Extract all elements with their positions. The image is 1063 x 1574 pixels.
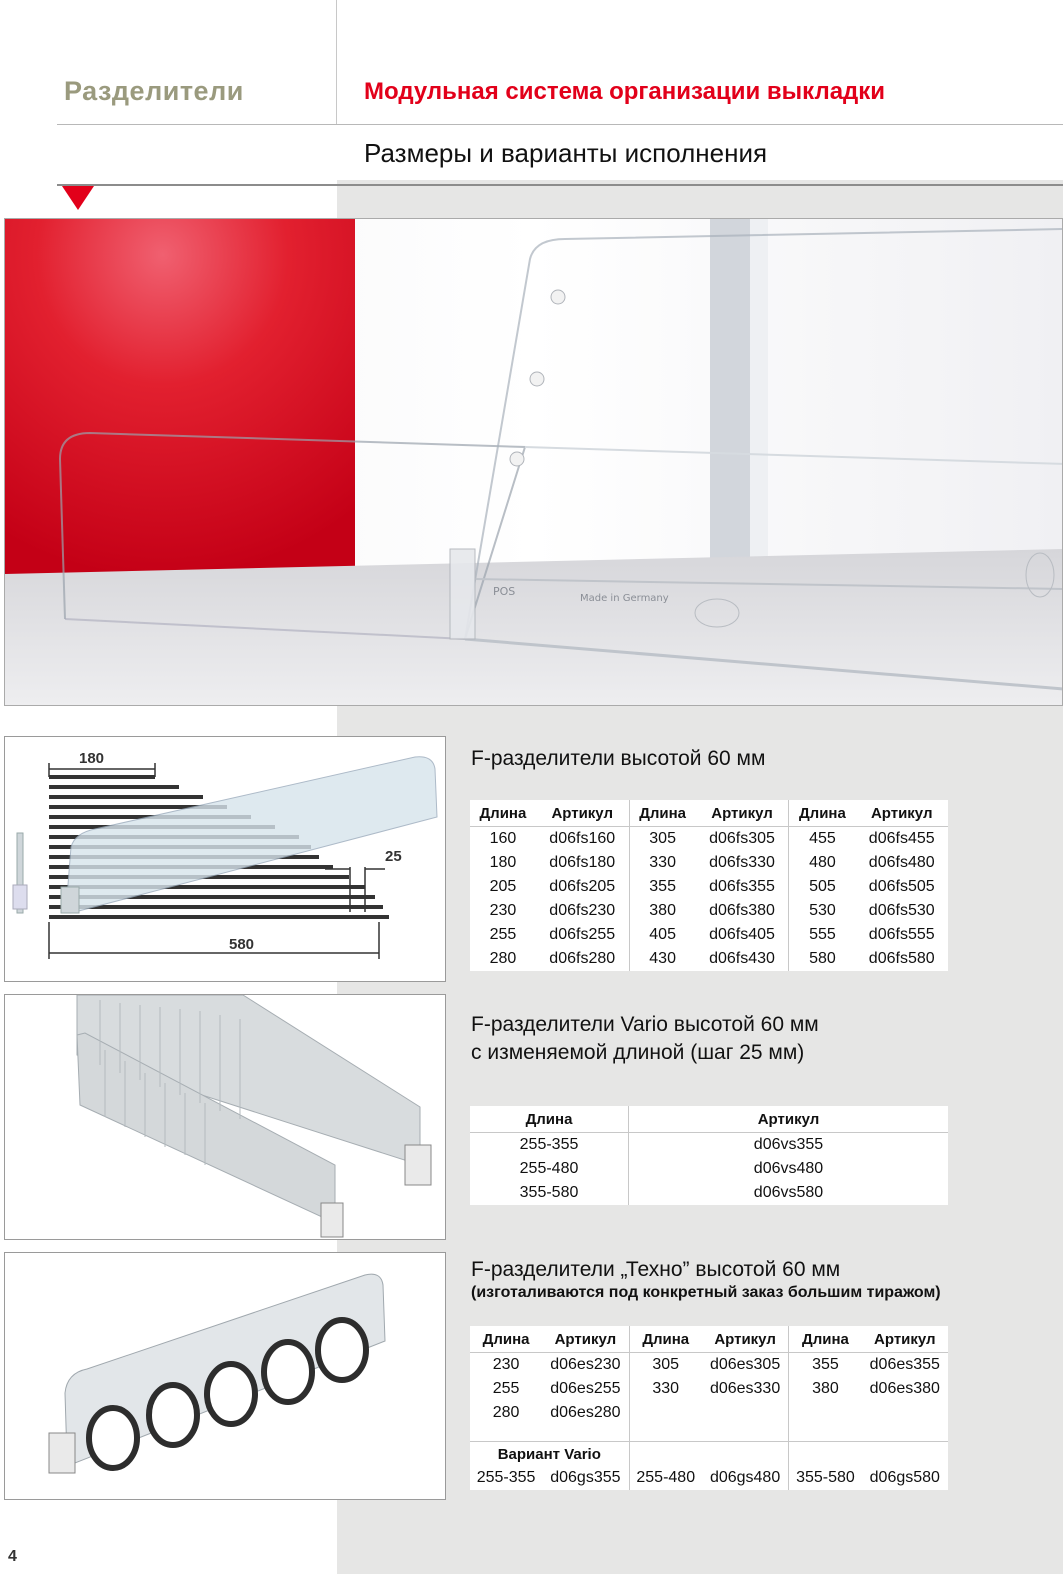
vario-row: 255-355 d06gs355 255-480 d06gs480 355-580 d06gs580 [470,1466,948,1490]
product-1-table [470,800,948,971]
header-rule-top [57,124,1063,125]
table-row: 230 d06fs230 380 d06fs380 530 d06fs530 [470,899,948,923]
table-header-row: Длина Артикул Длина Артикул Длина Артикул [470,1326,948,1353]
table-row: 280 d06es280 [470,1401,948,1425]
table-row: 255 d06es255 330 d06es330 380 d06es380 [470,1377,948,1401]
hero-photo [4,218,1063,706]
product-1-title: F-разделители высотой 60 мм [471,747,766,770]
vario-label-row: Вариант Vario [470,1442,948,1467]
header-rule-bottom [57,184,1063,186]
table-row: 255-480 d06vs480 [470,1157,948,1181]
product-3-title: F-разделители „Техно” высотой 60 мм [471,1258,841,1281]
page-number: 4 [8,1548,17,1565]
hero-logo-text: POS [493,585,516,598]
page-title: Размеры и варианты исполнения [364,138,768,168]
product-2-table [470,1106,948,1205]
table-header-row: Длина Артикул [470,1106,948,1133]
hero-made-in-text: Made in Germany [580,593,669,604]
section-label: Разделители [64,76,244,106]
product-1-drawing [4,736,446,982]
product-2-title-line1: F-разделители Vario высотой 60 мм [471,1013,819,1036]
table-row: 230 d06es230 305 d06es305 355 d06es355 [470,1353,948,1378]
product-3-photo [4,1252,446,1500]
dim-label-580: 580 [229,936,255,953]
table-row: 180 d06fs180 330 d06fs330 480 d06fs480 [470,851,948,875]
table-spacer-row [470,1425,948,1442]
table-row: 160 d06fs160 305 d06fs305 455 d06fs455 [470,827,948,852]
table-row: 280 d06fs280 430 d06fs430 580 d06fs580 [470,947,948,971]
table-row: 355-580 d06vs580 [470,1181,948,1205]
system-title: Модульная система организации выкладки [364,78,886,105]
table-row: 255 d06fs255 405 d06fs405 555 d06fs555 [470,923,948,947]
table-row: 205 d06fs205 355 d06fs355 505 d06fs505 [470,875,948,899]
dim-label-25: 25 [385,848,402,865]
red-triangle-marker [62,186,94,210]
table-row: 255-355 d06vs355 [470,1133,948,1158]
product-2-title-line2: с изменяемой длиной (шаг 25 мм) [471,1041,805,1064]
table-header-row: Длина Артикул Длина Артикул Длина Артикул [470,800,948,827]
dim-label-180: 180 [79,750,105,767]
product-2-photo [4,994,446,1240]
product-3-table [470,1326,948,1490]
header-divider-vertical [336,0,337,124]
product-3-subtitle: (изготаливаются под конкретный заказ большим тиражом) [471,1284,941,1301]
